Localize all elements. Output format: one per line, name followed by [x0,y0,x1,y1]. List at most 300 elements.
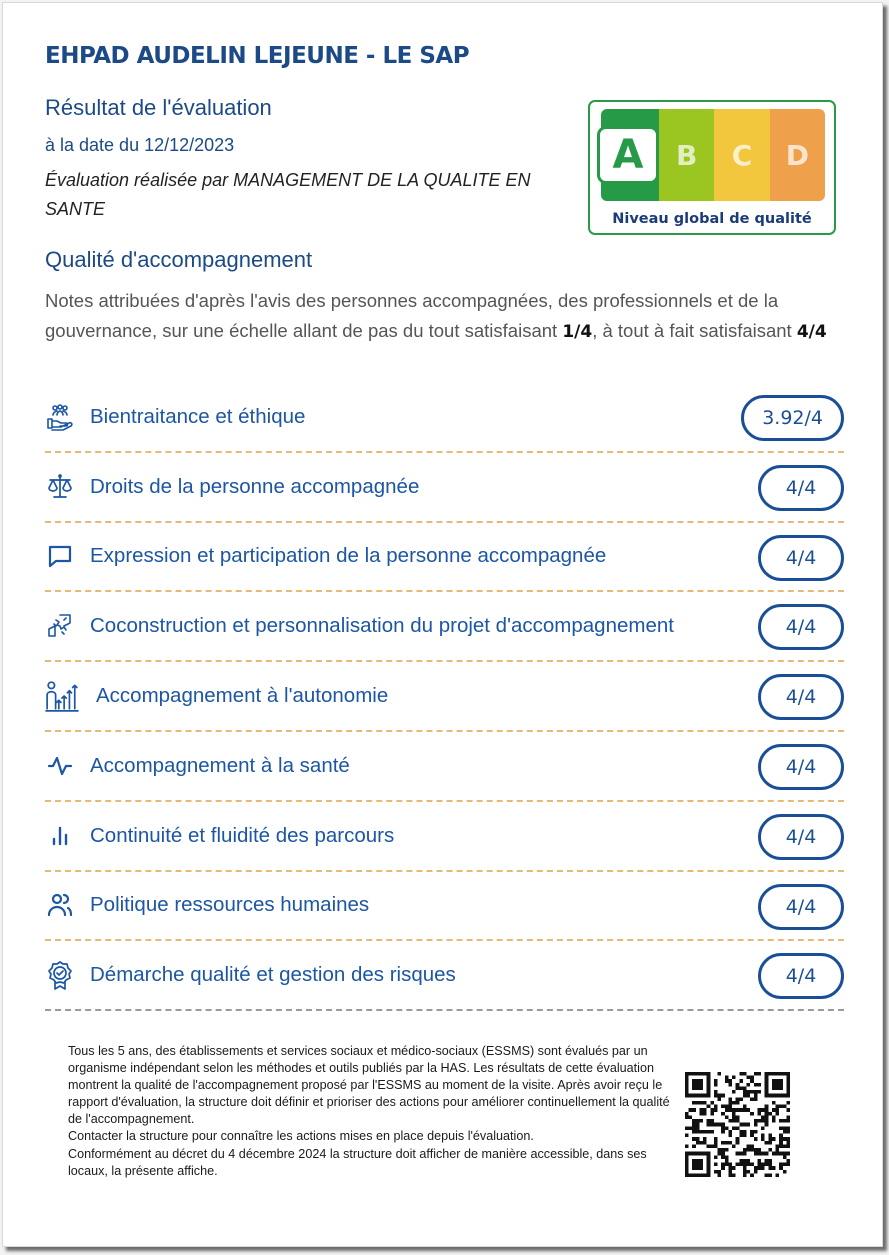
qr-module [768,1166,772,1170]
qr-module [761,1163,765,1167]
qr-module [743,1148,747,1152]
qr-module [786,1101,790,1105]
qr-module [714,1083,718,1087]
intro-text-2: , à tout à fait satisfaisant [592,319,797,341]
qr-module [783,1105,787,1109]
qr-module [743,1170,747,1174]
qr-module [692,1079,703,1090]
qr-module [707,1105,711,1109]
criterion-row [45,453,844,523]
qr-module [714,1108,718,1112]
qr-module [768,1163,772,1167]
qr-module [776,1173,780,1177]
qr-module [772,1115,776,1119]
establishment-title: EHPAD AUDELIN LEJEUNE - LE SAP [45,43,470,69]
qr-module [703,1141,707,1145]
criterion-label: Expression et participation de la personne accompagnée [90,544,607,568]
qr-module [754,1152,758,1156]
qr-module [710,1112,714,1116]
grade-caption: Niveau global de qualité [612,211,812,227]
intro-text-1: Notes attribuées d'après l'avis des personnes accompagnées, des professionnels et de la gouvernance, sur une échelle allant de pas du tout satisfaisant [45,290,779,341]
qr-module [692,1119,696,1123]
grade-letter-b: B [675,138,698,172]
qr-module [765,1105,769,1109]
qr-module [754,1137,758,1141]
autonomy-growth-icon [45,681,79,711]
criterion-score: 4/4 [758,884,844,930]
qr-module [779,1126,783,1130]
qr-module [747,1123,751,1127]
qr-module [750,1173,754,1177]
result-heading: Résultat de l'évaluation [45,95,272,120]
qr-module [739,1159,743,1163]
qr-module [739,1130,743,1134]
qr-module [747,1163,751,1167]
qr-module [783,1144,787,1148]
qr-module [707,1144,711,1148]
qr-module [721,1155,725,1159]
qr-module [754,1166,758,1170]
qr-module [732,1115,736,1119]
qr-module [768,1148,772,1152]
criterion-score: 4/4 [758,953,844,999]
qr-module [786,1130,790,1134]
qr-module [750,1090,754,1094]
qr-module [725,1108,729,1112]
qr-module [685,1126,689,1130]
qr-module [783,1119,787,1123]
qr-module [714,1090,718,1094]
pulse-icon [45,751,75,781]
qr-module [707,1123,711,1127]
qr-module [743,1108,747,1112]
qr-module [786,1144,790,1148]
qr-module [772,1119,776,1123]
qr-module [732,1119,736,1123]
qr-module [754,1090,758,1094]
qr-module [732,1112,736,1116]
qr-module [757,1112,761,1116]
qr-module [689,1108,693,1112]
qr-module [739,1123,743,1127]
qr-module [728,1170,732,1174]
qr-module [750,1134,754,1138]
qr-module [707,1119,711,1123]
qr-module [772,1166,776,1170]
qr-module [721,1112,725,1116]
qr-module [696,1123,700,1127]
criterion-score: 4/4 [758,744,844,790]
qr-module [747,1170,751,1174]
grade-a [601,109,659,201]
footer-paragraph-1: Tous les 5 ans, des établissements et services sociaux et médico-sociaux (ESSMS) sont évalués par un organisme indépendant selon les méthodes et outils publiés par la HAS. Les résultats de cette évaluation montrent la qualité de l'accompagnement proposé par l'ESSMS au moment de la visite. Après avoir reçu le rapport d'évaluation, la structure doit définir et prioriser des actions pour améliorer continuellement la qualité de l'accompagnement. [68,1044,670,1127]
qr-module [685,1112,689,1116]
qr-module [743,1090,747,1094]
puzzle-hands-icon [45,611,75,641]
qr-module [765,1152,769,1156]
qr-module [696,1101,700,1105]
qr-module [776,1112,780,1116]
qr-module [696,1130,700,1134]
qr-module [728,1108,732,1112]
qr-module [714,1123,718,1127]
criterion-label: Démarche qualité et gestion des risques [90,963,456,987]
criterion-score: 4/4 [758,535,844,581]
qr-module [725,1079,729,1083]
qr-module [765,1173,769,1177]
qr-module [692,1144,696,1148]
qr-module [718,1148,722,1152]
qr-module [776,1148,780,1152]
qr-module [761,1152,765,1156]
qr-module [692,1126,696,1130]
qr-module [725,1115,729,1119]
qr-module [786,1115,790,1119]
qr-module [779,1152,783,1156]
qr-module [736,1108,740,1112]
qr-module [779,1144,783,1148]
qr-module [783,1130,787,1134]
qr-module [725,1155,729,1159]
qr-module [718,1170,722,1174]
qr-module [754,1130,758,1134]
qr-module [721,1163,725,1167]
qr-module [725,1076,729,1080]
qr-module [692,1123,696,1127]
qr-module [736,1119,740,1123]
qr-module [714,1155,718,1159]
criterion-label: Accompagnement à la santé [90,753,350,777]
evaluator-text: Évaluation réalisée par MANAGEMENT DE LA QUALITE EN SANTE [45,170,531,219]
qr-module [776,1152,780,1156]
qr-module [754,1119,758,1123]
qr-module [732,1126,736,1130]
qr-module [750,1163,754,1167]
qr-module [739,1097,743,1101]
qr-module [765,1112,769,1116]
qr-module [743,1105,747,1109]
qr-module [703,1137,707,1141]
qr-module [718,1094,722,1098]
qr-module [689,1115,693,1119]
criterion-score: 3.92/4 [741,395,844,441]
qr-module [772,1152,776,1156]
qr-module [736,1163,740,1167]
qr-module [739,1152,743,1156]
qr-module [754,1072,758,1076]
qr-module [768,1112,772,1116]
qr-module [757,1159,761,1163]
qr-module [728,1105,732,1109]
qr-module [696,1137,700,1141]
qr-module [718,1097,722,1101]
qr-module [765,1159,769,1163]
qr-module [747,1148,751,1152]
qr-module [718,1152,722,1156]
qr-module [703,1130,707,1134]
qr-module [721,1130,725,1134]
qr-module [721,1094,725,1098]
qr-module [714,1094,718,1098]
criterion-row [45,872,844,942]
criterion-label: Bientraitance et éthique [90,404,306,428]
qr-module [750,1079,754,1083]
care-hand-icon [45,402,75,432]
qr-module [699,1108,703,1112]
qr-module [757,1083,761,1087]
qr-module [721,1152,725,1156]
qr-module [754,1083,758,1087]
qr-module [754,1097,758,1101]
qr-module [718,1072,722,1076]
qr-module [728,1079,732,1083]
qr-module [718,1173,722,1177]
qr-module [736,1086,740,1090]
qr-module [732,1144,736,1148]
criterion-label: Coconstruction et personnalisation du projet d'accompagnement [90,614,674,638]
qr-module [721,1105,725,1109]
qr-module [710,1119,714,1123]
qr-module [707,1130,711,1134]
qr-module [689,1126,693,1130]
criterion-score: 4/4 [758,465,844,511]
qr-module [692,1137,696,1141]
qr-module [699,1119,703,1123]
evaluation-date: à la date du 12/12/2023 [45,135,235,155]
qr-module [743,1094,747,1098]
bar-chart-icon [45,821,75,851]
qr-module [728,1134,732,1138]
qr-module [757,1119,761,1123]
qr-module [783,1126,787,1130]
qr-module [692,1159,703,1170]
qr-module [757,1166,761,1170]
qr-module [721,1166,725,1170]
qr-module [747,1090,751,1094]
qr-module [732,1173,736,1177]
qr-module [725,1159,729,1163]
criterion-row [45,523,844,593]
criterion-row [45,732,844,802]
qr-module [783,1152,787,1156]
users-icon [45,890,75,920]
footer-notice [68,1043,678,1180]
qr-module [776,1105,780,1109]
qr-module [703,1101,707,1105]
qr-module [757,1148,761,1152]
qr-module [736,1141,740,1145]
qr-module [768,1173,772,1177]
qr-module [786,1159,790,1163]
qr-module [685,1144,689,1148]
criterion-row [45,802,844,872]
qr-module [721,1126,725,1130]
qr-module [783,1137,787,1141]
qr-module [728,1083,732,1087]
qr-module [750,1112,754,1116]
qr-module [696,1126,700,1130]
qr-module [725,1163,729,1167]
qr-module [685,1134,689,1138]
qr-module [739,1086,743,1090]
qr-module [728,1101,732,1105]
grade-c [714,109,769,201]
qr-module [692,1101,696,1105]
qr-module [776,1108,780,1112]
qr-module [786,1141,790,1145]
qr-module [747,1076,751,1080]
qr-module [757,1090,761,1094]
qr-module [754,1123,758,1127]
qr-module [699,1141,703,1145]
qr-module [710,1130,714,1134]
qr-module [728,1097,732,1101]
criteria-list [45,383,844,1011]
qr-module [736,1137,740,1141]
qr-module [750,1144,754,1148]
qr-module [732,1090,736,1094]
qr-module [783,1163,787,1167]
qr-module [739,1079,743,1083]
quality-badge-icon [45,960,75,990]
qr-module [732,1166,736,1170]
qr-module [736,1115,740,1119]
qr-module [714,1105,718,1109]
qr-module [718,1123,722,1127]
speech-bubble-icon [45,541,75,571]
qr-module [736,1083,740,1087]
qr-module [786,1163,790,1167]
qr-module [728,1130,732,1134]
criterion-score: 4/4 [758,814,844,860]
qr-module [772,1101,776,1105]
qr-module [739,1072,743,1076]
qr-module [710,1144,714,1148]
qr-module [754,1170,758,1174]
qr-module [728,1119,732,1123]
qr-module [768,1141,772,1145]
qr-module [786,1152,790,1156]
criterion-label: Continuité et fluidité des parcours [90,823,395,847]
qr-module [721,1148,725,1152]
qr-module [761,1126,765,1130]
qr-module [765,1123,769,1127]
qr-module [710,1123,714,1127]
qr-module [779,1134,783,1138]
qr-module [765,1115,769,1119]
qr-module [696,1141,700,1145]
quality-grade-badge [588,100,836,235]
qr-module [725,1141,729,1145]
qr-module [761,1119,765,1123]
qr-module [739,1163,743,1167]
criterion-label: Politique ressources humaines [90,893,370,917]
qr-module [754,1094,758,1098]
grade-letter-c: C [731,138,753,172]
qr-module [772,1079,783,1090]
qr-module [765,1119,769,1123]
qr-module [743,1072,747,1076]
qr-module [757,1152,761,1156]
qr-module [743,1159,747,1163]
qr-module [779,1137,783,1141]
qr-module [761,1166,765,1170]
scales-icon [45,472,75,502]
qr-module [747,1094,751,1098]
criterion-row [45,662,844,732]
qr-module [721,1141,725,1145]
scale-max: 4/4 [796,321,827,342]
qr-module [714,1170,718,1174]
qr-module [772,1108,776,1112]
qr-module [765,1141,769,1145]
qr-module [736,1101,740,1105]
qr-module [743,1173,747,1177]
qr-module [765,1163,769,1167]
qr-module [728,1163,732,1167]
qr-module [703,1108,707,1112]
grade-scale [601,109,825,201]
qr-module [714,1163,718,1167]
qr-module [761,1108,765,1112]
qr-module [743,1166,747,1170]
qr-module [703,1112,707,1116]
qr-module [757,1108,761,1112]
qr-module [786,1137,790,1141]
grade-letter-d: D [785,138,809,172]
qr-module [725,1126,729,1130]
qr-module [757,1072,761,1076]
qr-module [754,1148,758,1152]
criterion-row [45,592,844,662]
qr-module [786,1108,790,1112]
qr-module [747,1144,751,1148]
qr-module [743,1123,747,1127]
qr-module [783,1170,787,1174]
qr-module [768,1137,772,1141]
qr-module [750,1148,754,1152]
qr-module [721,1123,725,1127]
qr-module [761,1137,765,1141]
qr-code-icon[interactable] [685,1072,790,1177]
qr-module [783,1155,787,1159]
qr-module [779,1105,783,1109]
footer-paragraph-2: Contacter la structure pour connaître les actions mises en place depuis l'évaluation. [68,1129,534,1144]
qr-module [710,1101,714,1105]
qr-module [743,1086,747,1090]
qr-module [714,1137,718,1141]
grade-d [770,109,825,201]
criterion-label: Droits de la personne accompagnée [90,474,420,498]
qr-module [714,1079,718,1083]
qr-module [743,1152,747,1156]
footer-paragraph-3: Conformément au décret du 4 décembre 2024 la structure doit afficher de manière accessible, dans ses locaux, la présente affiche. [68,1146,647,1178]
qr-module [699,1101,703,1105]
qr-module [768,1134,772,1138]
criterion-score: 4/4 [758,674,844,720]
qr-module [739,1108,743,1112]
qr-module [725,1105,729,1109]
qr-module [743,1163,747,1167]
section-title: Qualité d'accompagnement [45,247,313,272]
qr-module [743,1130,747,1134]
qr-module [732,1108,736,1112]
qr-module [776,1144,780,1148]
section-intro [45,286,845,347]
qr-module [692,1130,696,1134]
qr-module [786,1119,790,1123]
qr-module [699,1130,703,1134]
